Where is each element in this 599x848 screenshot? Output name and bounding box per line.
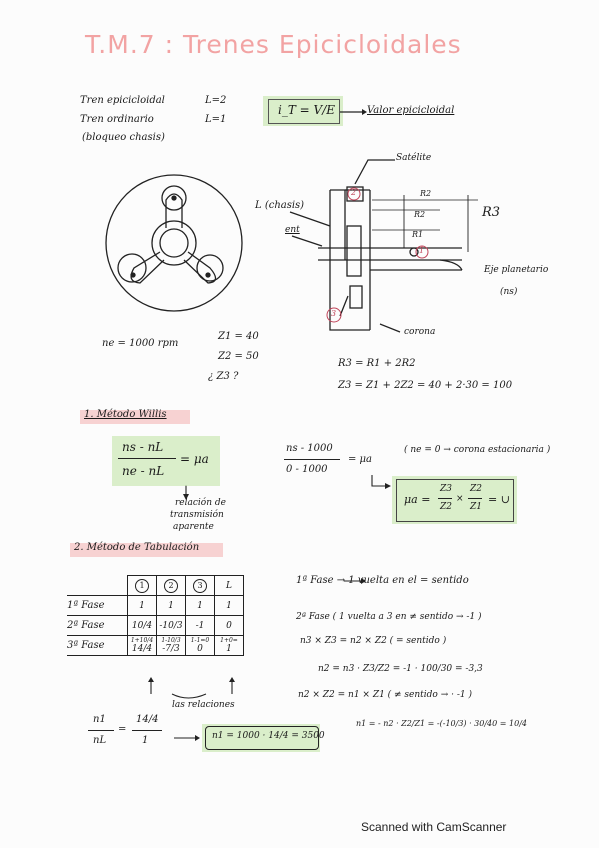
table-cell: 1-10/3 -7/3 [157, 636, 186, 656]
mu-f2-num: Z2 [470, 484, 482, 494]
mu-f2-bar [468, 498, 482, 499]
def-ordinario: Tren ordinario [80, 114, 154, 125]
label-corona: corona [404, 327, 436, 337]
table-cell: 1 [128, 596, 157, 616]
label-r2-b: R2 [414, 210, 426, 219]
fase-2: 2ª Fase ( 1 vuelta a 3 en ≠ sentido → -1 ) [296, 612, 482, 622]
willis-den: ne - nL [122, 464, 165, 478]
label-gear-1: 1 [419, 246, 425, 255]
table-cell: 1+0= 1 [215, 636, 244, 656]
row-label: 2ª Fase [67, 616, 128, 636]
relaciones-label: las relaciones [172, 700, 235, 710]
mu-f1-bar [438, 498, 452, 499]
willis-r-den: 0 - 1000 [286, 464, 328, 475]
planetary-front-view [106, 175, 242, 311]
mu-end: = ∪ [488, 493, 510, 506]
willis-r-num: ns - 1000 [286, 443, 333, 454]
mu-f2-den: Z1 [470, 502, 482, 512]
result-value: n1 = 1000 · 14/4 = 3500 [212, 731, 325, 741]
result-rhs-bar [132, 730, 162, 731]
table-row [67, 616, 244, 636]
scanned-page: T.M.7 : Trenes Epicicloidales Tren epicicloidal L=2 Tren ordinario L=1 (bloqueo chasis) i_T = V/E Valor epicicloidal Satélite L (chasis) ent R2 R2 R1 R3 Eje planetario (ns) corona 2 1 3 ne = 1000 rpm Z1 = 40 Z2 = 50 ¿ Z3 ? R3 = R1 + 2R2 Z3 = Z1 + 2Z2 = 40 + 2·30 = 100 1. Método Willis ns - nL ne - nL = μa relación de transmisión aparente ns - 1000 0 - 1000 = μa ( ne = 0 → corona estacionaria ) μa = Z3 Z2 × Z2 Z1 = ∪ 2. Método de Tabulación 1 2 3 L 1ª Fase 1 1 1 1 2ª Fase 10/4 -10/3 -1 0 3ª Fase 1+10/4 14/4 1-10/3 -7/3 1-1=0 0 1+0= 1 las relaciones n1 nL = 14/4 1 n1 = 1000 · 14/4 = 3500 1ª Fase → 1 vuelta en el = sentido 2ª Fase ( 1 vuelta a 3 en ≠ sentido → -1 ) n3 × Z3 = n2 × Z2 ( = sentido ) n2 = n3 · Z3/Z2 = -1 · 100/30 = -3,3 n2 × Z2 = n1 × Z1 ( ≠ sentido → · -1 ) n1 = - n2 · Z2/Z1 = -(-10/3) · 30/40 = 10/4 Scanned with CamScanner [0, 0, 599, 848]
willis-fraction-bar [118, 458, 176, 459]
label-ns: (ns) [500, 287, 518, 297]
mu-times: × [456, 494, 464, 504]
given-ne: ne = 1000 rpm [102, 338, 179, 349]
given-z2: Z2 = 50 [218, 351, 259, 362]
result-lhs-bar [88, 730, 114, 731]
planetary-section-view [290, 160, 478, 332]
def-epicicloidal: Tren epicicloidal [80, 95, 165, 106]
def-epicicloidal-l: L=2 [205, 95, 227, 106]
table-cell: 0 [215, 616, 244, 636]
table-col-header: L [215, 576, 244, 596]
willis-r-bar [284, 459, 340, 460]
fase-eq-1: n3 × Z3 = n2 × Z2 ( = sentido ) [300, 636, 447, 646]
label-r3: R3 [482, 205, 501, 220]
willis-note-2: transmisión [170, 510, 224, 520]
def-bloqueo: (bloqueo chasis) [82, 132, 165, 143]
label-chasis: L (chasis) [255, 200, 305, 211]
given-z3-question: ¿ Z3 ? [208, 371, 239, 382]
page-title: T.M.7 : Trenes Epicicloidales [85, 30, 462, 59]
row-label: 3ª Fase [67, 636, 128, 656]
table-col-header: 1 [128, 576, 157, 596]
label-gear-3: 3 [331, 309, 337, 318]
table-cell: -1 [186, 616, 215, 636]
table-cell: 1+10/4 14/4 [128, 636, 157, 656]
tabulation-table [67, 575, 244, 656]
result-lhs-num: n1 [93, 714, 106, 725]
eq-z3: Z3 = Z1 + 2Z2 = 40 + 2·30 = 100 [338, 380, 513, 391]
result-lhs-den: nL [93, 735, 107, 746]
willis-r-rhs: = μa [348, 454, 373, 465]
camscanner-footer: Scanned with CamScanner [361, 820, 507, 834]
result-rhs-num: 14/4 [136, 714, 159, 725]
table-row [67, 596, 244, 616]
fase-eq-2: n2 = n3 · Z3/Z2 = -1 · 100/30 = -3,3 [318, 664, 483, 674]
mu-lhs: μa = [404, 493, 431, 506]
fase-1: 1ª Fase → 1 vuelta en el = sentido [296, 575, 469, 586]
tab-heading: 2. Método de Tabulación [74, 542, 200, 553]
given-z1: Z1 = 40 [218, 331, 259, 342]
table-header-row [67, 576, 244, 596]
willis-r-note: ( ne = 0 → corona estacionaria ) [404, 445, 551, 455]
row-label: 1ª Fase [67, 596, 128, 616]
fase-eq-3: n2 × Z2 = n1 × Z1 ( ≠ sentido → · -1 ) [298, 690, 472, 700]
table-cell: -10/3 [157, 616, 186, 636]
table-cell: 1-1=0 0 [186, 636, 215, 656]
table-col-header: 2 [157, 576, 186, 596]
mu-f1-num: Z3 [440, 484, 452, 494]
willis-rhs: = μa [180, 452, 209, 466]
willis-note-1: relación de [175, 498, 226, 508]
table-cell: 10/4 [128, 616, 157, 636]
table-cell: 1 [186, 596, 215, 616]
formula-note: Valor epicicloidal [367, 105, 455, 116]
formula-it: i_T = V/E [278, 103, 335, 117]
eq-r3: R3 = R1 + 2R2 [338, 358, 416, 369]
table-cell: 1 [215, 596, 244, 616]
label-satelite: Satélite [396, 153, 432, 163]
result-rhs-den: 1 [142, 735, 149, 746]
table-corner [67, 576, 128, 596]
def-ordinario-l: L=1 [205, 114, 227, 125]
label-gear-2: 2 [351, 188, 357, 197]
willis-heading: 1. Método Willis [84, 409, 167, 420]
label-ent: ent [285, 225, 300, 235]
label-r1: R1 [412, 230, 424, 239]
mu-f1-den: Z2 [440, 502, 452, 512]
table-row [67, 636, 244, 656]
table-cell: 1 [157, 596, 186, 616]
willis-num: ns - nL [122, 440, 164, 454]
table-col-header: 3 [186, 576, 215, 596]
label-r2-a: R2 [420, 189, 432, 198]
willis-note-3: aparente [173, 522, 214, 532]
fase-eq-4: n1 = - n2 · Z2/Z1 = -(-10/3) · 30/40 = 10/4 [356, 719, 527, 728]
label-eje-planetario: Eje planetario [484, 265, 549, 275]
